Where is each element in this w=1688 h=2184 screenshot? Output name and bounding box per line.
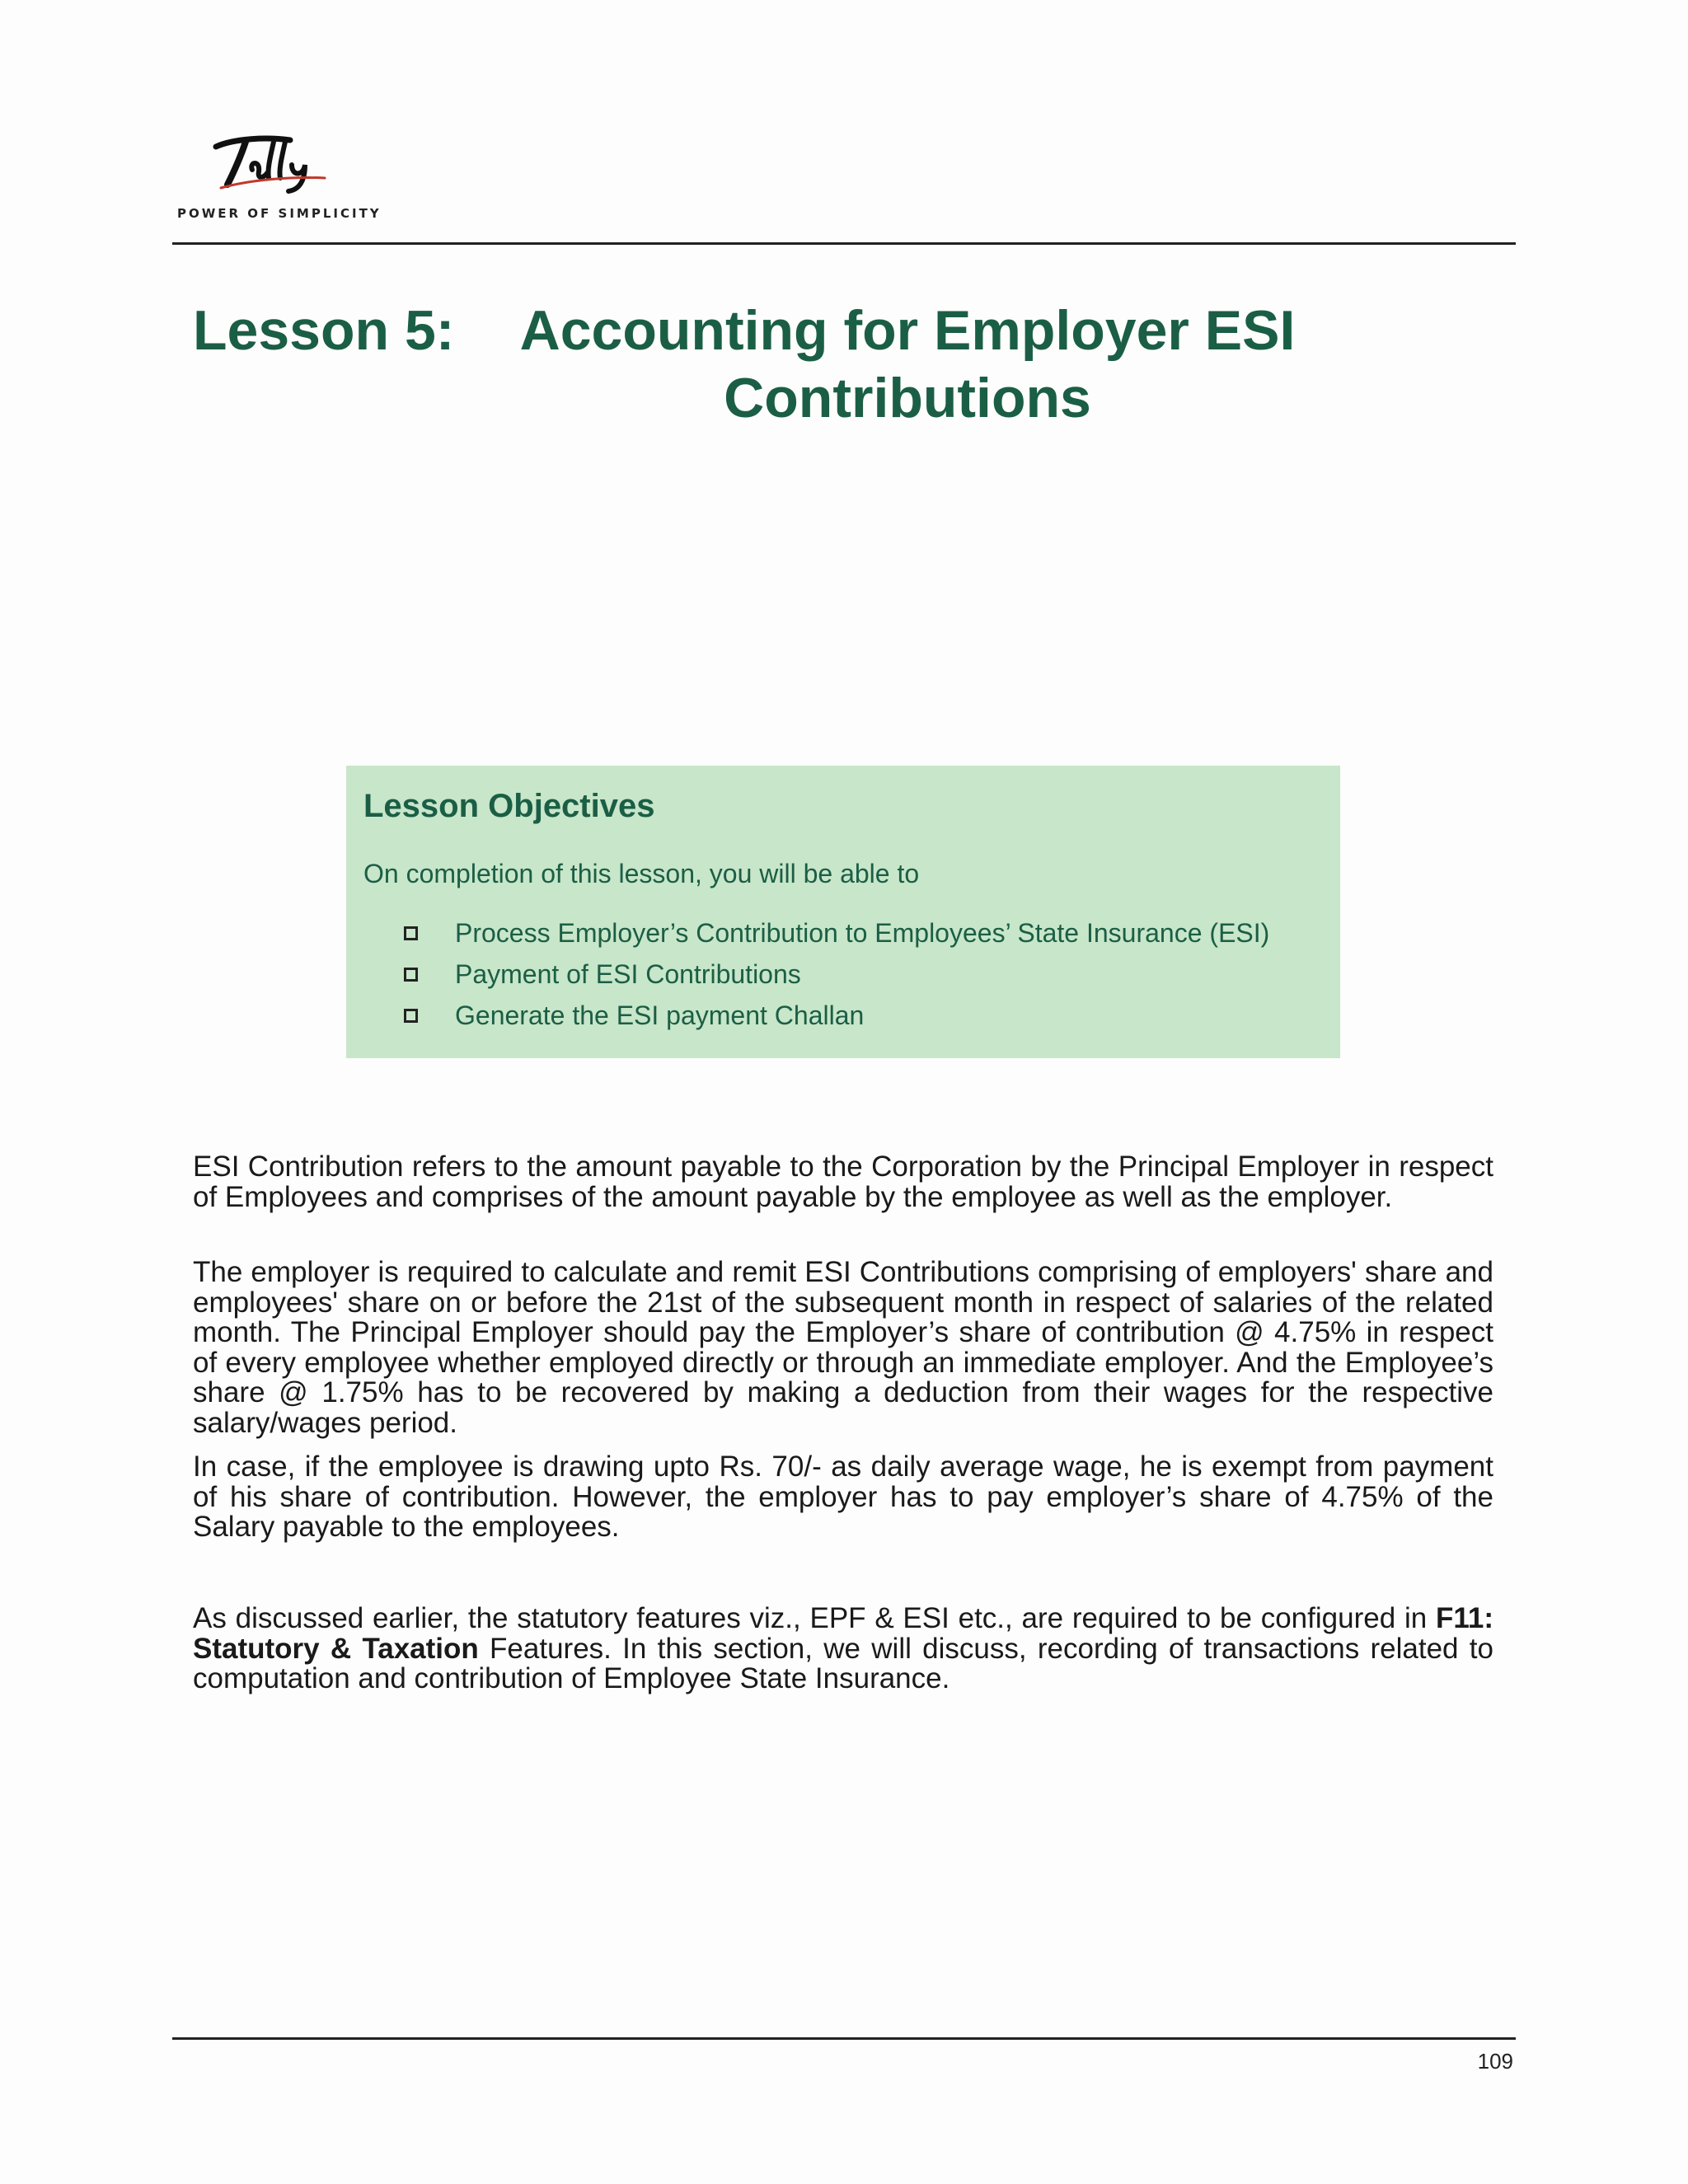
lesson-title-text: Accounting for Employer ESI Contributions bbox=[519, 299, 1296, 429]
objectives-list bbox=[404, 912, 1269, 1036]
paragraph-text: As discussed earlier, the statutory features viz., EPF & ESI etc., are required to be configured in bbox=[193, 1602, 1436, 1634]
paragraph-esi-contribution: ESI Contribution refers to the amount payable to the Corporation by the Principal Employer in respect of Employees and comprises of the amount payable by the employee as well as the employer. bbox=[193, 1151, 1493, 1213]
lesson-number: Lesson 5: bbox=[193, 299, 455, 362]
objectives-intro: On completion of this lesson, you will be able to bbox=[363, 859, 920, 888]
paragraph-exemption: In case, if the employee is drawing upto Rs. 70/- as daily average wage, he is exempt from payment of his share of contribution. However, the employer has to pay employer’s share of 4.75% of the Salary payable to the employees. bbox=[193, 1451, 1493, 1543]
paragraph-employer-requirement: The employer is required to calculate and remit ESI Contributions comprising of employers' share and employees' share on or before the 21st of the subsequent month in respect of salaries of the related month. The Principal Employer should pay the Employer’s share of contribution @ 4.75% in respect of every employee whether employed directly or through an immediate employer. And the Employee’s share @ 1.75% has to be recovered by making a deduction from their wages for the respective salary/wages period. bbox=[193, 1256, 1493, 1439]
objective-text: Process Employer’s Contribution to Employees’ State Insurance (ESI) bbox=[455, 917, 1270, 948]
list-item bbox=[404, 954, 1269, 995]
paragraph-statutory-features bbox=[193, 1604, 1493, 1694]
square-bullet-icon bbox=[404, 926, 418, 940]
logo-tagline: POWER OF SIMPLICITY bbox=[177, 206, 382, 221]
objectives-heading: Lesson Objectives bbox=[363, 788, 655, 824]
objective-text: Generate the ESI payment Challan bbox=[455, 1000, 865, 1030]
tally-logo bbox=[173, 132, 382, 223]
objective-text: Payment of ESI Contributions bbox=[455, 958, 801, 989]
menu-reference: F11: Statutory & Taxation bbox=[193, 1602, 1493, 1665]
footer-divider bbox=[172, 2037, 1516, 2040]
tally-logo-mark bbox=[209, 132, 333, 196]
square-bullet-icon bbox=[404, 968, 418, 982]
list-item bbox=[404, 912, 1269, 954]
list-item bbox=[404, 995, 1269, 1036]
square-bullet-icon bbox=[404, 1009, 418, 1023]
lesson-objectives-box bbox=[346, 766, 1340, 1058]
paragraph-text: Features. In this section, we will discuss, recording of transactions related to computation and contribution of Employee State Insurance. bbox=[193, 1632, 1493, 1694]
page-number: 109 bbox=[1477, 2049, 1513, 2074]
header-divider bbox=[172, 242, 1516, 245]
